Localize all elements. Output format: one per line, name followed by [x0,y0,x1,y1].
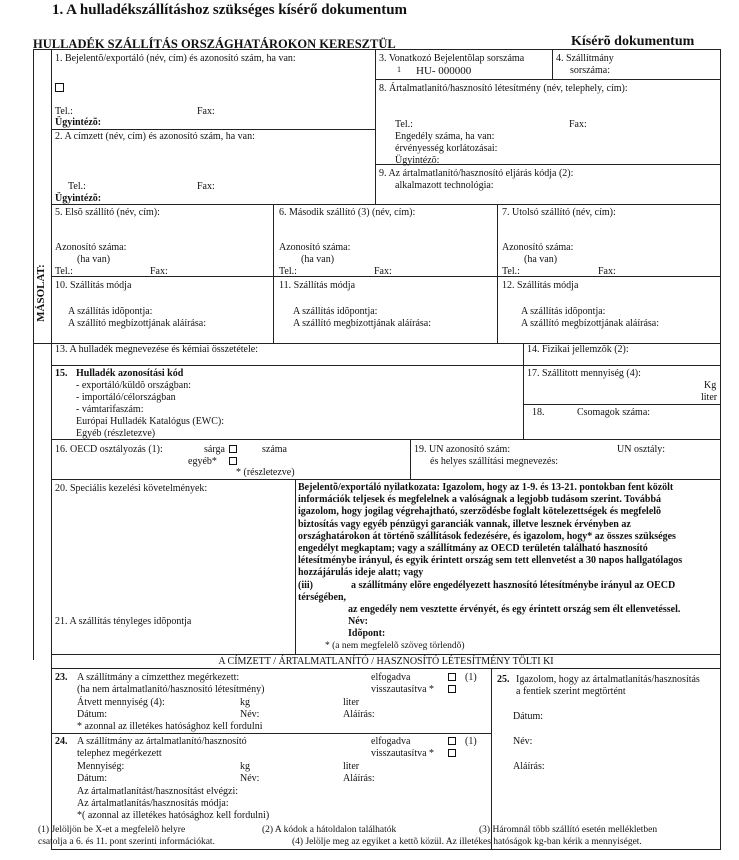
field-1-fax-label: Fax: [197,106,215,117]
field-23-signature-label: Aláírás: [343,709,375,720]
declaration-line: országhatárokon át történõ szállítások fedezésére, és igazolom, hogy* az összes szükséges [298,530,676,542]
field-18-number: 18. [532,407,545,418]
field-25-certification-2: a fentiek szerint megtörtént [516,686,626,697]
field-23-refused-label: visszautasítva * [371,684,435,695]
field-16-title: 16. OECD osztályozás (1): [55,444,163,455]
field-7-tel-label: Tel.: [502,266,520,277]
field-25-signature-label: Aláírás: [513,761,545,772]
declaration-note: * (a nem megfelelõ szöveg törlendõ) [325,641,465,651]
field-10-signature-label: A szállító megbízottjának aláírása: [68,318,207,329]
field-16-yellow-label: sárga [204,444,225,455]
field-24-accepted-label: elfogadva [371,736,411,747]
field-5-title: 5. Elsõ szállító (név, cím): [55,207,160,218]
field-15-export-label: - exportáló/küldõ országban: [76,380,191,391]
field-24-subtitle: telephez megérkezett [77,748,162,759]
field-12-signature-label: A szállító megbízottjának aláírása: [521,318,660,329]
field-3-footnote-mark: 1 [397,65,401,74]
field-23-liter-unit: liter [343,697,360,708]
field-2-contact-label: Ügyintézõ: [55,193,102,204]
field-25-name-label: Név: [513,736,533,747]
field-3-reference-number: HU- 000000 [416,65,472,77]
field-15-import-label: - importáló/célországban [76,392,176,403]
field-16-yellow-checkbox[interactable] [229,445,237,453]
field-8-fax-label: Fax: [569,119,587,130]
field-2-fax-label: Fax: [197,181,215,192]
declaration-iii-text: a szállítmány elõre engedélyezett hasznosító létesítménybe irányul az OECD [351,580,676,591]
field-23-number: 23. [55,672,68,683]
footnote-4: (4) Jelölje meg az egyiket a kettõ közül. Az illetékes hatóságok kg-ban kérik a mennyiséget. [292,837,642,847]
field-23-quantity-label: Átvett mennyiség (4): [77,697,165,708]
declaration-iii-label: (iii) [298,580,313,591]
field-23-note: * azonnal az illetékes hatósághoz kell fordulni [77,721,263,732]
field-18-title: Csomagok száma: [577,407,651,418]
declaration-line: engedélyt megkaptam; vagy a szállítmány az OECD területén található hasznosító [298,543,648,555]
field-4-serial-label: sorszáma: [570,65,610,76]
declaration-date-label: Idõpont: [348,628,386,639]
field-1-checkbox[interactable] [55,83,64,92]
field-3-title: 3. Vonatkozó Bejelentõlap sorszáma [379,53,525,64]
footnote-3: (3) Háromnál több szállító esetén mellékletben [479,825,658,835]
field-23-subtitle: (ha nem ártalmatlanító/hasznosító létesítmény) [77,684,265,695]
declaration-line: biztosítás vagy egyéb pénzügyi garanciák vannak, illetve lesznek érvényben az [298,518,631,530]
field-23-date-label: Dátum: [77,709,107,720]
field-24-refused-label: visszautasítva * [371,748,435,759]
field-24-liter-unit: liter [343,761,360,772]
field-1-title: 1. Bejelentõ/exportáló (név, cím) és azonosító szám, ha van: [55,53,296,64]
recipient-section-banner: A CÍMZETT / ÁRTALMATLANÍTÓ / HASZNOSÍTÓ LÉTESÍTMÉNY TÖLTI KI [218,656,554,667]
field-24-accepted-checkbox[interactable] [448,737,456,745]
declaration-line: információk teljesek és megfelelnek a valóságnak a legjobb tudásom szerint. Továbbá [298,494,662,506]
declaration-line: Bejelentõ/exportáló nyilatkozata: Igazolom, hogy az 1-9. és 13-21. pontokban fent közölt [298,482,674,493]
field-13-title: 13. A hulladék megnevezése és kémiai összetétele: [55,344,258,355]
document-title: 1. A hulladékszállításhoz szükséges kísérő dokumentum [52,2,408,18]
field-8-permit-label: Engedély száma, ha van: [395,131,495,142]
form-header-left: HULLADÉK SZÁLLÍTÁS ORSZÁGHATÁROKON KERESZTÜL [33,37,396,51]
field-7-fax-label: Fax: [598,266,616,277]
field-16-other-checkbox[interactable] [229,457,237,465]
declaration-name-label: Név: [348,616,368,627]
copy-side-label: MÁSOLAT: [35,264,47,322]
field-17-kg-unit: Kg [704,380,717,391]
field-25-number: 25. [497,674,510,685]
field-7-ifany: (ha van) [524,254,558,265]
field-5-ifany: (ha van) [77,254,111,265]
declaration-permit-line: az engedély nem vesztette érvényét, és egy érintett ország sem élt ellenvetéssel. [348,604,681,615]
field-8-title: 8. Ártalmatlanító/hasznosító létesítmény (név, telephely, cím): [379,83,628,94]
field-23-kg-unit: kg [240,697,250,708]
field-7-id-label: Azonosító száma: [502,242,574,253]
field-24-title: A szállítmány az ártalmatlanító/hasznosító [77,736,247,747]
field-23-accepted-label: elfogadva [371,672,411,683]
field-14-title: 14. Fizikai jellemzõk (2): [527,344,629,355]
field-15-ewc-label: Európai Hulladék Katalógus (EWC): [76,416,225,427]
footnote-1: (1) Jelöljön be X-et a megfelelõ helyre [38,825,186,835]
field-1-tel-label: Tel.: [55,106,73,117]
field-6-id-label: Azonosító száma: [279,242,351,253]
footnote-1-continued: csatolja a 6. és 11. pont szerinti információkat. [38,837,215,847]
field-24-performer-label: Az ártalmatlanítást/hasznosítást elvégzi: [77,786,239,797]
field-19-designation-label: és helyes szállítási megnevezés: [430,456,559,467]
field-23-accepted-checkbox[interactable] [448,673,456,681]
field-6-title: 6. Második szállító (3) (név, cím): [279,207,416,218]
field-15-tariff-label: - vámtarifaszám: [76,404,144,415]
field-9-title: 9. Az ártalmatlanító/hasznosító eljárás kódja (2): [379,168,574,179]
exporter-declaration [298,482,682,580]
field-8-validity-label: érvényesség korlátozásai: [395,143,498,154]
field-12-title: 12. Szállítás módja [502,280,579,291]
field-16-number-label: száma [262,444,287,455]
field-8-tel-label: Tel.: [395,119,413,130]
field-6-ifany: (ha van) [301,254,335,265]
field-6-fax-label: Fax: [374,266,392,277]
field-21-title: 21. A szállítás tényleges idõpontja [55,616,192,627]
field-15-number: 15. [55,368,68,379]
field-8-contact-label: Ügyintézõ: [395,155,440,166]
field-23-refused-checkbox[interactable] [448,685,456,693]
field-16-other-label: egyéb* [188,456,217,467]
field-5-id-label: Azonosító száma: [55,242,127,253]
field-24-refused-checkbox[interactable] [448,749,456,757]
field-23-footnote-ref: (1) [465,672,477,683]
field-5-fax-label: Fax: [150,266,168,277]
field-24-date-label: Dátum: [77,773,107,784]
field-17-title: 17. Szállított mennyiség (4): [527,368,641,379]
declaration-line: igazolom, hogy jogilag végrehajtható, szerzõdésbe foglalt kötelezettségek és megfelelõ [298,506,662,518]
field-2-title: 2. A címzett (név, cím) és azonosító szám, ha van: [55,131,255,142]
field-2-tel-label: Tel.: [68,181,86,192]
declaration-line: létesítménybe irányul, és egyik érintett ország sem tett ellenvetést a 30 napos hallgatólagos [298,555,683,567]
field-11-time-label: A szállítás idõpontja: [293,306,378,317]
field-24-kg-unit: kg [240,761,250,772]
field-9-technology-label: alkalmazott technológia: [395,180,494,191]
field-25-date-label: Dátum: [513,711,543,722]
field-5-tel-label: Tel.: [55,266,73,277]
field-10-time-label: A szállítás idõpontja: [68,306,153,317]
field-7-title: 7. Utolsó szállító (név, cím): [502,207,616,218]
field-24-note: *( azonnal az illetékes hatósághoz kell fordulni) [77,810,270,821]
field-23-name-label: Név: [240,709,260,720]
field-19-title: 19. UN azonosító szám: [414,444,511,455]
declaration-iii-text-2: térségében, [298,592,347,603]
field-15-other-label: Egyéb (részletezve) [76,428,156,439]
field-15-title: Hulladék azonosítási kód [76,368,184,379]
field-17-liter-unit: liter [701,392,718,403]
field-20-title: 20. Speciális kezelési követelmények: [55,483,208,494]
field-11-title: 11. Szállítás módja [279,280,356,291]
form-header-right: Kísérõ dokumentum [571,34,695,49]
field-6-tel-label: Tel.: [279,266,297,277]
field-19-class-label: UN osztály: [617,444,666,455]
footnote-2: (2) A kódok a hátoldalon találhatók [262,825,397,835]
field-11-signature-label: A szállító megbízottjának aláírása: [293,318,432,329]
field-16-detail-note: * (részletezve) [236,467,295,478]
field-24-number: 24. [55,736,68,747]
field-25-certification: Igazolom, hogy az ártalmatlanítás/hasznosítás [516,674,700,685]
field-24-quantity-label: Mennyiség: [77,761,125,772]
field-24-footnote-ref: (1) [465,736,477,747]
declaration-line: hozzájárulás ideje alatt; vagy [298,567,424,579]
field-1-contact-label: Ügyintézõ: [55,117,102,128]
field-23-title: A szállítmány a címzetthez megérkezett: [77,672,240,683]
field-24-name-label: Név: [240,773,260,784]
field-10-title: 10. Szállítás módja [55,280,132,291]
field-4-title: 4. Szállítmány [556,53,614,64]
field-24-method-label: Az ártalmatlanítás/hasznosítás módja: [77,798,229,809]
field-12-time-label: A szállítás idõpontja: [521,306,606,317]
field-24-signature-label: Aláírás: [343,773,375,784]
